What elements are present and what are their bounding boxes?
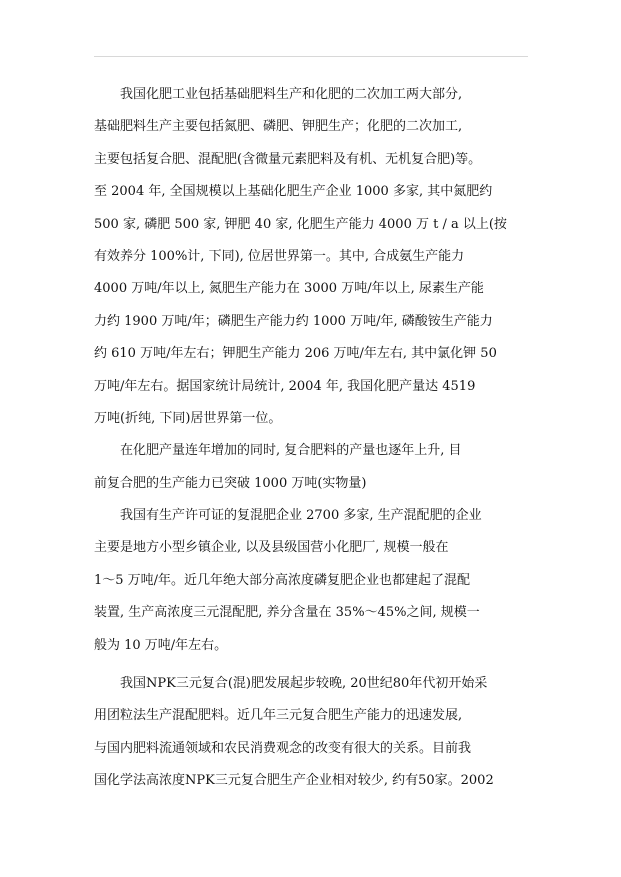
text-line: 前复合肥的生产能力已突破 1000 万吨(实物量) bbox=[94, 475, 367, 491]
text-line: 我国化肥工业包括基础肥料生产和化肥的二次加工两大部分, bbox=[120, 87, 463, 102]
text-line: 基础肥料生产主要包括氮肥、磷肥、钾肥生产；化肥的二次加工, bbox=[94, 119, 463, 135]
text-line: 1～5 万吨/年。近几年绝大部分高浓度磷复肥企业也都建起了混配 bbox=[94, 572, 471, 588]
text-line: 500 家, 磷肥 500 家, 钾肥 40 家, 化肥生产能力 4000 万 t / a 以上(按 bbox=[94, 216, 507, 232]
document-body bbox=[94, 79, 534, 798]
paragraph-npk-development bbox=[94, 668, 534, 798]
text-line: 主要包括复合肥、混配肥(含微量元素肥料及有机、无机复合肥)等。 bbox=[94, 151, 482, 167]
text-line: 国化学法高浓度NPK三元复合肥生产企业相对较少, 约有50家。2002 bbox=[94, 773, 494, 789]
text-line: 用团粒法生产混配肥料。近几年三元复合肥生产能力的迅速发展, bbox=[94, 708, 463, 724]
text-line: 万吨/年左右。据国家统计局统计, 2004 年, 我国化肥产量达 4519 bbox=[94, 378, 476, 394]
header-rule bbox=[94, 56, 528, 57]
text-line: 我国NPK三元复合(混)肥发展起步较晚, 20世纪80年代初开始采 bbox=[120, 676, 488, 692]
text-line: 约 610 万吨/年左右；钾肥生产能力 206 万吨/年左右, 其中氯化钾 50 bbox=[94, 346, 497, 362]
text-line: 主要是地方小型乡镇企业, 以及县级国营小化肥厂, 规模一般在 bbox=[94, 540, 449, 556]
text-line: 在化肥产量连年增加的同时, 复合肥料的产量也逐年上升, 目 bbox=[120, 443, 462, 459]
text-line: 装置, 生产高浓度三元混配肥, 养分含量在 35%～45%之间, 规模一 bbox=[94, 605, 480, 621]
paragraph-fertilizer-industry bbox=[94, 79, 534, 435]
text-line: 有效养分 100%计, 下同), 位居世界第一。其中, 合成氨生产能力 bbox=[94, 248, 465, 264]
paragraph-compound-fertilizer-output bbox=[94, 435, 534, 500]
text-line: 至 2004 年, 全国规模以上基础化肥生产企业 1000 多家, 其中氮肥约 bbox=[94, 184, 493, 200]
text-line: 般为 10 万吨/年左右。 bbox=[94, 637, 228, 653]
text-line: 与国内肥料流通领域和农民消费观念的改变有很大的关系。目前我 bbox=[94, 740, 472, 756]
text-line: 4000 万吨/年以上, 氮肥生产能力在 3000 万吨/年以上, 尿素生产能 bbox=[94, 281, 484, 297]
text-line: 我国有生产许可证的复混肥企业 2700 多家, 生产混配肥的企业 bbox=[120, 508, 482, 524]
text-line: 力约 1900 万吨/年；磷肥生产能力约 1000 万吨/年, 磷酸铵生产能力 bbox=[94, 313, 493, 329]
paragraph-mixed-fertilizer-enterprises bbox=[94, 500, 534, 662]
text-line: 万吨(折纯, 下同)居世界第一位。 bbox=[94, 410, 282, 426]
